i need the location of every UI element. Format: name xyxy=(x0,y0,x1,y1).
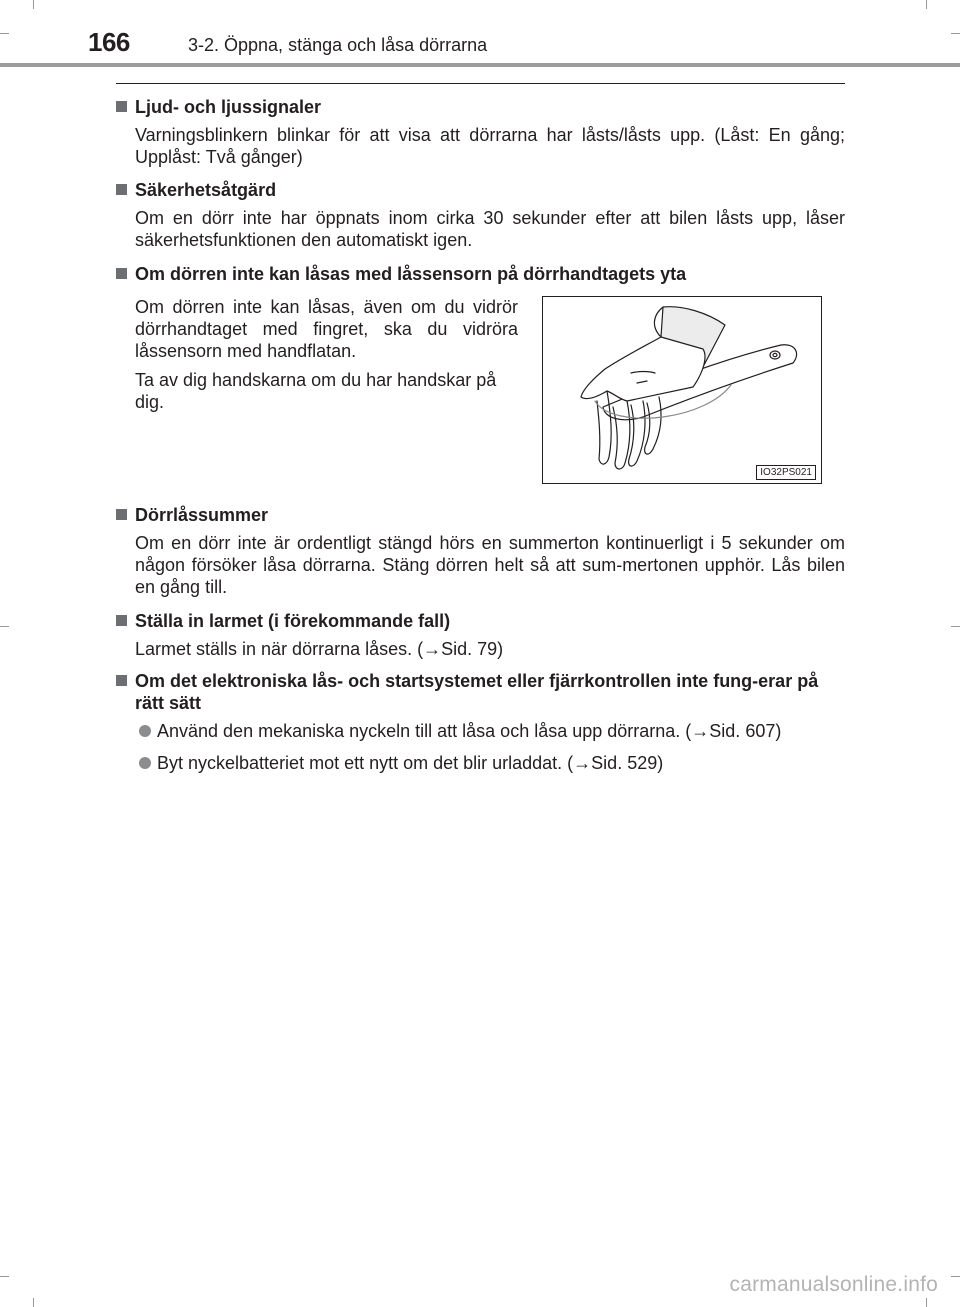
bullet-list xyxy=(135,720,845,774)
section-body: Om en dörr inte har öppnats inom cirka 30 sekunder efter att bilen låsts upp, låser säkerhetsfunktionen den automatiskt igen. xyxy=(135,208,845,250)
crop-mark xyxy=(33,1298,34,1307)
square-bullet-icon xyxy=(116,184,127,195)
crop-mark xyxy=(926,1298,927,1307)
section-heading: Ljud- och ljussignaler xyxy=(116,96,845,118)
section-heading: Dörrlåssummer xyxy=(116,504,845,526)
section-heading: Om det elektroniska lås- och startsystemet eller fjärrkontrollen inte fung-erar på rätt sätt xyxy=(116,670,845,714)
square-bullet-icon xyxy=(116,675,127,686)
hand-door-handle-figure xyxy=(542,296,822,484)
hand-on-door-handle-illustration xyxy=(543,297,820,482)
section-heading: Säkerhetsåtgärd xyxy=(116,179,845,201)
section-body: Om en dörr inte är ordentligt stängd hörs en summerton kontinuerligt i 5 sekunder om någon försöker låsa dörrarna. Stäng dörren helt så att sum-mertonen upphör. Lås bilen en gång till. xyxy=(135,533,845,597)
section-title: 3-2. Öppna, stänga och låsa dörrarna xyxy=(188,35,488,55)
round-bullet-icon xyxy=(139,757,151,769)
section-door-lock-buzzer xyxy=(116,504,845,598)
page-header xyxy=(0,0,960,66)
section-paragraph: Ta av dig handskarna om du har handskar på dig. xyxy=(135,370,497,412)
content-top-rule xyxy=(116,83,845,84)
square-bullet-icon xyxy=(116,268,127,279)
section-smart-key-malfunction xyxy=(116,670,845,774)
lock-sensor-text xyxy=(135,296,518,413)
section-paragraph: Om dörren inte kan låsas, även om du vidrör dörrhandtaget med fingret, ska du vidröra låssensorn med handflatan. xyxy=(135,297,518,361)
square-bullet-icon xyxy=(116,615,127,626)
round-bullet-icon xyxy=(139,725,151,737)
section-body: Varningsblinkern blinkar för att visa att dörrarna har låsts/låsts upp. (Låst: En gång; Upplåst: Två gånger) xyxy=(135,125,845,167)
section-body: Larmet ställs in när dörrarna låses. (→Sid. 79) xyxy=(135,639,504,659)
square-bullet-icon xyxy=(116,509,127,520)
square-bullet-icon xyxy=(116,101,127,112)
figure-code: IO32PS021 xyxy=(756,465,816,480)
list-item: Byt nyckelbatteriet mot ett nytt om det blir urladdat. (→Sid. 529) xyxy=(135,752,845,774)
watermark: carmanualsonline.info xyxy=(729,1273,938,1296)
section-alarm xyxy=(116,610,845,660)
crop-mark xyxy=(951,626,960,627)
crop-mark xyxy=(0,1276,9,1277)
list-item: Använd den mekaniska nyckeln till att låsa och låsa upp dörrarna. (→Sid. 607) xyxy=(135,720,845,742)
section-heading: Ställa in larmet (i förekommande fall) xyxy=(116,610,845,632)
crop-mark xyxy=(0,626,9,627)
header-rule xyxy=(0,63,960,67)
crop-mark xyxy=(951,1276,960,1277)
page-number: 166 xyxy=(88,27,130,57)
section-heading: Om dörren inte kan låsas med låssensorn på dörrhandtagets yta xyxy=(116,263,845,285)
section-sound-light-signals xyxy=(116,96,845,168)
section-lock-sensor xyxy=(116,263,845,285)
section-safety-measure xyxy=(116,179,845,251)
